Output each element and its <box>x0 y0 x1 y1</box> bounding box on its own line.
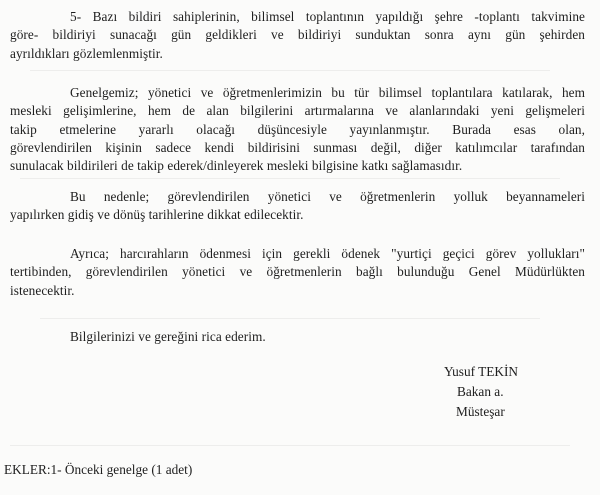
text-line: tertibinden, görevlendirilen yönetici ve öğretmenlerin bağlı bulunduğu Genel Müdürlükten <box>10 264 585 280</box>
paragraph-bildiri-sahipleri <box>10 8 585 63</box>
text-line: takip etmelerine yararlı olacağı düşüncesiyle yayınlanmıştır. Burada esas olan, <box>10 121 585 137</box>
text-line: Bilgilerinizi ve gereğini rica ederim. <box>70 329 266 344</box>
text-line: görevlendirilen kişinin sadece kendi bildirisini sunması değil, diğer katılımcılar tarafından <box>10 139 585 155</box>
text-line: mesleki gelişimlerine, hem de alan bilgilerini artırmalarına ve alanlarındaki yeni gelişmeleri <box>10 103 585 119</box>
paragraph-genelge-amaci <box>10 84 585 175</box>
scan-artifact <box>20 178 560 179</box>
text-line: Genelgemiz; yönetici ve öğretmenlerimizin bu tür bilimsel toplantılara katılarak, hem <box>70 85 585 100</box>
text-line: ayrıldıkları gözlemlenmiştir. <box>10 45 163 61</box>
attachments-line: EKLER:1- Önceki genelge (1 adet) <box>4 462 193 477</box>
text-line: yapılırken gidiş ve dönüş tarihlerine dikkat edilecektir. <box>10 207 304 223</box>
text-line: Ayrıca; harcırahların ödenmesi için gerekli ödenek "yurtiçi geçici görev yollukları" <box>70 246 585 261</box>
text-line: Bu nedenle; görevlendirilen yönetici ve öğretmenlerin yolluk beyannameleri <box>70 189 585 204</box>
signatory-title: Bakan a. <box>457 384 504 399</box>
paragraph-yolluk-beyannamesi <box>10 188 585 225</box>
paragraph-closing <box>70 328 470 346</box>
paragraph-harcirah <box>10 245 585 300</box>
text-line: 5- Bazı bildiri sahiplerinin, bilimsel toplantının yapıldığı şehre -toplantı takvimine <box>70 9 585 24</box>
signatory-name: Yusuf TEKİN <box>444 364 518 379</box>
scan-artifact <box>30 70 550 71</box>
scan-artifact <box>40 318 540 319</box>
text-line: göre- bildiriyi sunacağı gün geldikleri ve bildiriyi sunduktan sonra aynı gün şehirden <box>10 27 585 43</box>
text-line: sunulacak bildirileri de takip ederek/dinleyerek mesleki bilgisine katkı sağlamasıdır. <box>10 158 463 174</box>
scan-artifact <box>10 445 570 446</box>
signatory-position: Müsteşar <box>456 404 505 419</box>
text-line: istenecektir. <box>10 282 75 298</box>
